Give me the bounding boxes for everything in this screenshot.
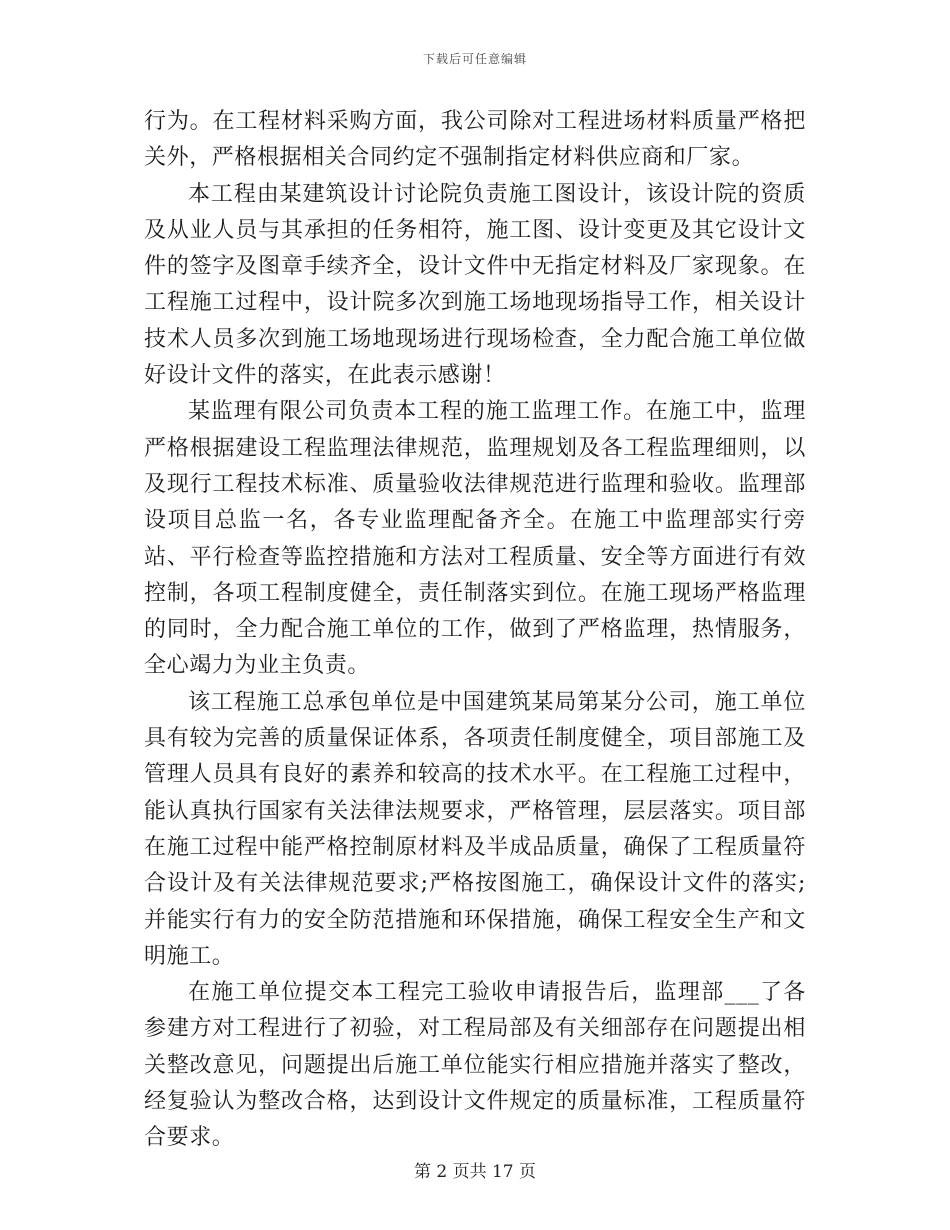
document-body [144,104,806,1157]
paragraph-supervision: 某监理有限公司负责本工程的施工监理工作。在施工中，监理严格根据建设工程监理法律规范，监理规划及各工程监理细则，以及现行工程技术标准、质量验收法律规范进行监理和验收。监理部设项目总监一名，各专业监理配备齐全。在施工中监理部实行旁站、平行检查等监控措施和方法对工程质量、安全等方面进行有效控制，各项工程制度健全，责任制落实到位。在施工现场严格监理的同时，全力配合施工单位的工作，做到了严格监理，热情服务，全心竭力为业主负责。 [144,399,806,679]
page-footer: 第 2 页共 17 页 [413,1162,537,1182]
page-header: 下载后可任意编辑 [422,52,527,66]
paragraph-contractor: 该工程施工总承包单位是中国建筑某局第某分公司，施工单位具有较为完善的质量保证体系，各项责任制度健全，项目部施工及管理人员具有良好的素养和较高的技术水平。在工程施工过程中，能认真执行国家有关法律法规要求，严格管理，层层落实。项目部在施工过程中能严格控制原材料及半成品质量，确保了工程质量符合设计及有关法律规范要求;严格按图施工，确保设计文件的落实;并能实行有力的安全防范措施和环保措施，确保工程安全生产和文明施工。 [144,689,806,969]
paragraph-acceptance: 在施工单位提交本工程完工验收申请报告后，监理部___了各参建方对工程进行了初验，对工程局部及有关细部存在问题提出相关整改意见，问题提出后施工单位能实行相应措施并落实了整改，经复验认为整改合格，达到设计文件规定的质量标准，工程质量符合要求。 [144,980,806,1151]
paragraph-continuation: 行为。在工程材料采购方面，我公司除对工程进场材料质量严格把关外，严格根据相关合同约定不强制指定材料供应商和厂家。 [144,109,806,171]
paragraph-design-institute: 本工程由某建筑设计讨论院负责施工图设计，该设计院的资质及从业人员与其承担的任务相符，施工图、设计变更及其它设计文件的签字及图章手续齐全，设计文件中无指定材料及厂家现象。在工程施工过程中，设计院多次到施工场地现场指导工作，相关设计技术人员多次到施工场地现场进行现场检查，全力配合施工单位做好设计文件的落实，在此表示感谢！ [144,181,806,389]
